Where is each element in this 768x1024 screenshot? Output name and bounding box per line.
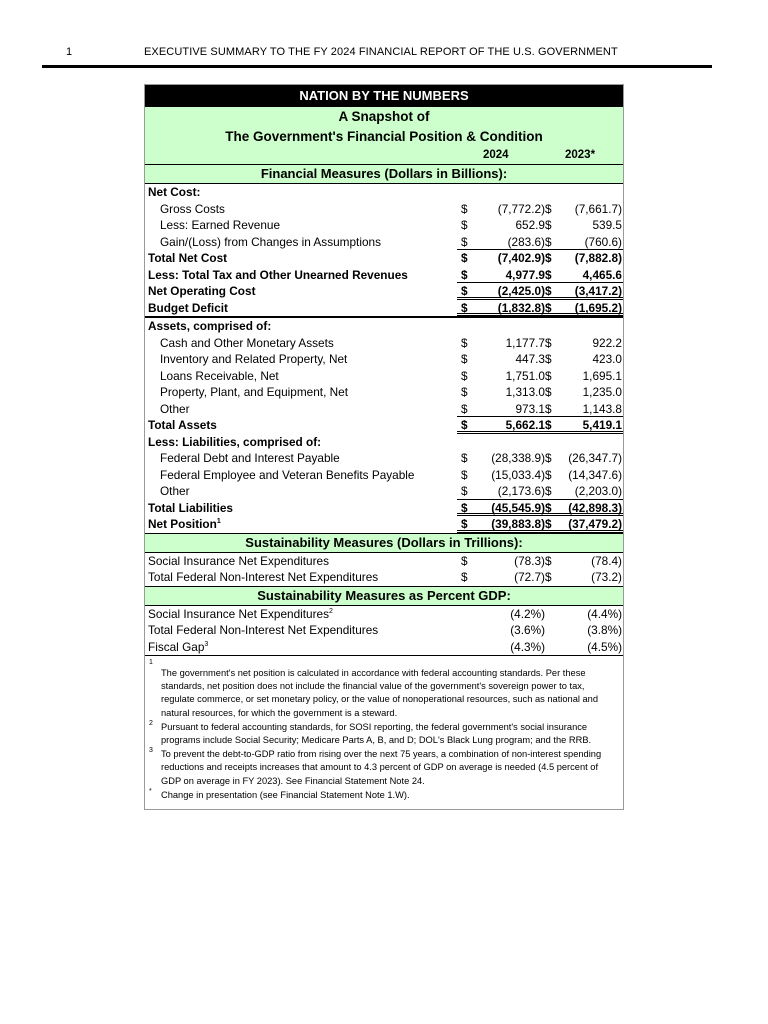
table-row: Gain/(Loss) from Changes in Assumptions $ (283.6) $ (760.6) [145,234,623,251]
year-2024: 2024 [483,149,509,161]
table-row: Inventory and Related Property, Net $ 447.3 $ 423.0 [160,352,622,366]
liabilities-heading: Less: Liabilities, comprised of: [148,434,322,449]
footnote-ref-1: 1 [216,518,221,526]
footnote: 2 Pursuant to federal accounting standards, for SOSI reporting, the federal government's social insurance programs include Social Security; Medicare Parts A, B, and D; DOL's Black Lung program; and the RRB. [149,719,592,746]
total-net-cost-row: Total Net Cost $ (7,402.9) $ (7,882.8) [148,251,622,265]
net-cost-heading: Net Cost: [148,185,201,199]
page-number: 1 [66,46,73,58]
footnote: * Change in presentation (see Financial Statement Note 1.W). [149,787,410,800]
header-rule [42,65,712,68]
nation-by-numbers-table [144,84,624,810]
net-operating-cost-row: Net Operating Cost $ (2,425.0) $ (3,417.2) [145,283,623,300]
table-title-block [145,107,623,184]
table-row: Other $ 973.1 $ 1,143.8 [145,401,623,418]
table-row: Federal Employee and Veteran Benefits Payable $ (15,033.4) $ (14,347.6) [160,467,622,482]
footnotes [145,656,623,809]
total-liabilities-row: Total Liabilities $ (45,545.9) $ (42,898.3) [145,500,623,517]
footnote-ref-3: 3 [204,640,209,648]
year-header [145,147,623,165]
assets-heading: Assets, comprised of: [145,316,623,335]
table-banner: NATION BY THE NUMBERS [145,85,623,107]
footnote: 3 To prevent the debt-to-GDP ratio from rising over the next 75 years, a combination of non-interest spending reductions and receipts increases that amount to 4.3 percent of GDP on average is needed (4.5 percent of GDP on average in FY 2023). See Financial Statement Note 24. [149,747,602,786]
table-row: Other $ (2,173.6) $ (2,203.0) [145,483,623,500]
table-row: Less: Earned Revenue $ 652.9 $ 539.5 [160,218,622,232]
section-sustainability-trillions: Sustainability Measures (Dollars in Trillions): [145,533,623,553]
table-row: Fiscal Gap$^3$ (4.3%) (4.5%) [145,639,623,657]
tax-revenue-row: Less: Total Tax and Other Unearned Revenues $ 4,977.9 $ 4,465.6 [145,267,623,284]
budget-deficit-row: Budget Deficit $ (1,832.8) $ (1,695.2) [145,300,623,317]
table-row: Cash and Other Monetary Assets $ 1,177.7 $ 922.2 [160,335,622,350]
table-row: Gross Costs $ (7,772.2) $ (7,661.7) [160,201,622,216]
table-row: Total Federal Non-Interest Net Expenditures $ (72.7) $ (73.2) [148,570,622,584]
table-row: Social Insurance Net Expenditures $ (78.3) $ (78.4) [148,553,622,568]
total-assets-row: Total Assets $ 5,662.1 $ 5,419.1 [145,417,623,434]
header-title: EXECUTIVE SUMMARY TO THE FY 2024 FINANCIAL REPORT OF THE U.S. GOVERNMENT [144,46,618,58]
page-header [60,44,720,62]
subtitle-position: The Government's Financial Position & Condition [225,129,543,144]
table-row: Federal Debt and Interest Payable $ (28,338.9) $ (26,347.7) [160,451,622,465]
table-row: Property, Plant, and Equipment, Net $ 1,313.0 $ 1,235.0 [160,385,622,399]
footnote-ref-2: 2 [329,607,333,615]
net-position-row: Net Position$^1$ $ (39,883.8) $ (37,479.2) [145,516,623,533]
section-percent-gdp: Sustainability Measures as Percent GDP: [145,586,623,606]
table-row: Total Federal Non-Interest Net Expenditures (3.6%) (3.8%) [148,623,622,637]
table-row: Loans Receivable, Net $ 1,751.0 $ 1,695.1 [160,368,622,383]
table-row: Social Insurance Net Expenditures$^2$ (4.2%) (4.4%) [148,606,622,621]
subtitle-snapshot: A Snapshot of [338,109,430,124]
year-2023: 2023* [565,149,596,161]
section-financial-measures: Financial Measures (Dollars in Billions): [145,165,623,184]
footnote: 1 The government's net position is calculated in accordance with federal accounting standards. Per these standards, net position does not include the financial value of the government's sovereign power to tax, regulate commerce, or set monetary policy, or the value of nonoperational resources, such as national and natural resources, for which the government is a steward. [149,659,599,718]
